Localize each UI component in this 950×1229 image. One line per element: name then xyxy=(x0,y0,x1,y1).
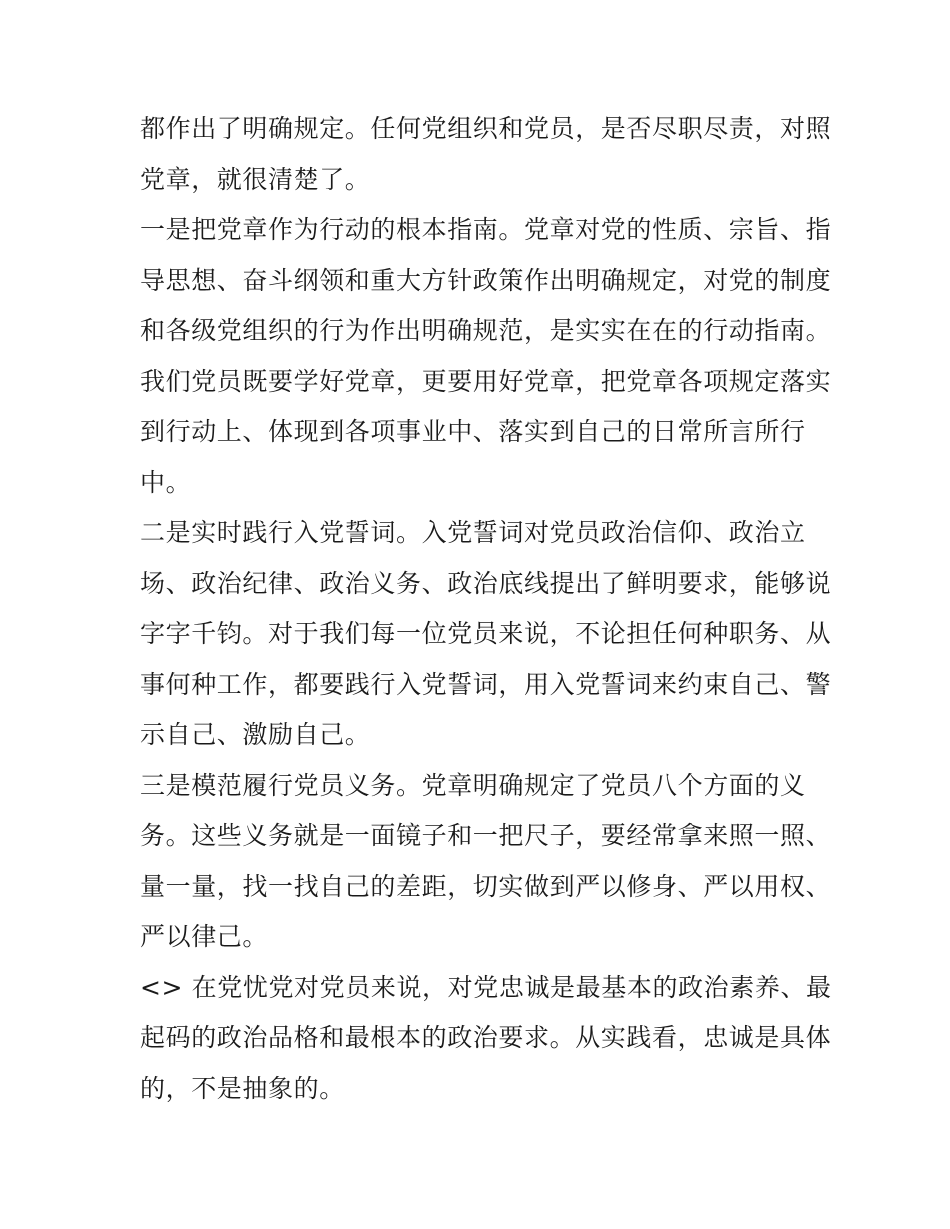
text-line: 中。 xyxy=(140,467,192,497)
text-line: 到行动上、体现到各项事业中、落实到自己的日常所言所行 xyxy=(140,417,806,446)
document-body xyxy=(140,104,832,1114)
text-line: 二是实时践行入党誓词。入党誓词对党员政治信仰、政治立 xyxy=(140,518,806,547)
text-line: <> 在党忧党对党员来说，对党忠诚是最基本的政治素养、最 xyxy=(140,972,832,1002)
text-line: 导思想、奋斗纲领和重大方针政策作出明确规定，对党的制度 xyxy=(140,265,832,295)
text-line: 务。这些义务就是一面镜子和一把尺子，要经常拿来照一照、 xyxy=(140,821,832,850)
paragraph-3 xyxy=(140,508,832,761)
text-line: 场、政治纪律、政治义务、政治底线提出了鲜明要求，能够说 xyxy=(140,568,832,598)
text-line: 三是模范履行党员义务。党章明确规定了党员八个方面的义 xyxy=(140,770,806,800)
text-line: 我们党员既要学好党章，更要用好党章，把党章各项规定落实 xyxy=(140,366,832,396)
text-line: 的，不是抽象的。 xyxy=(140,1073,345,1103)
text-line: 严以律己。 xyxy=(140,922,269,951)
text-line: 起码的政治品格和最根本的政治要求。从实践看，忠诚是具体 xyxy=(140,1023,832,1052)
paragraph-5 xyxy=(140,963,832,1115)
paragraph-2 xyxy=(140,205,832,508)
text-line: 事何种工作，都要践行入党誓词，用入党誓词来约束自己、警 xyxy=(140,669,832,699)
text-line: 和各级党组织的行为作出明确规范，是实实在在的行动指南。 xyxy=(140,316,832,345)
text-line: 示自己、激励自己。 xyxy=(140,720,371,749)
paragraph-4 xyxy=(140,761,832,963)
text-line: 字字千钧。对于我们每一位党员来说，不论担任何种职务、从 xyxy=(140,619,832,648)
text-line: 党章，就很清楚了。 xyxy=(140,164,371,194)
text-line: 量一量，找一找自己的差距，切实做到严以修身、严以用权、 xyxy=(140,871,832,901)
paragraph-1 xyxy=(140,104,832,205)
text-line: 都作出了明确规定。任何党组织和党员，是否尽职尽责，对照 xyxy=(140,114,832,143)
text-line: 一是把党章作为行动的根本指南。党章对党的性质、宗旨、指 xyxy=(140,215,832,244)
